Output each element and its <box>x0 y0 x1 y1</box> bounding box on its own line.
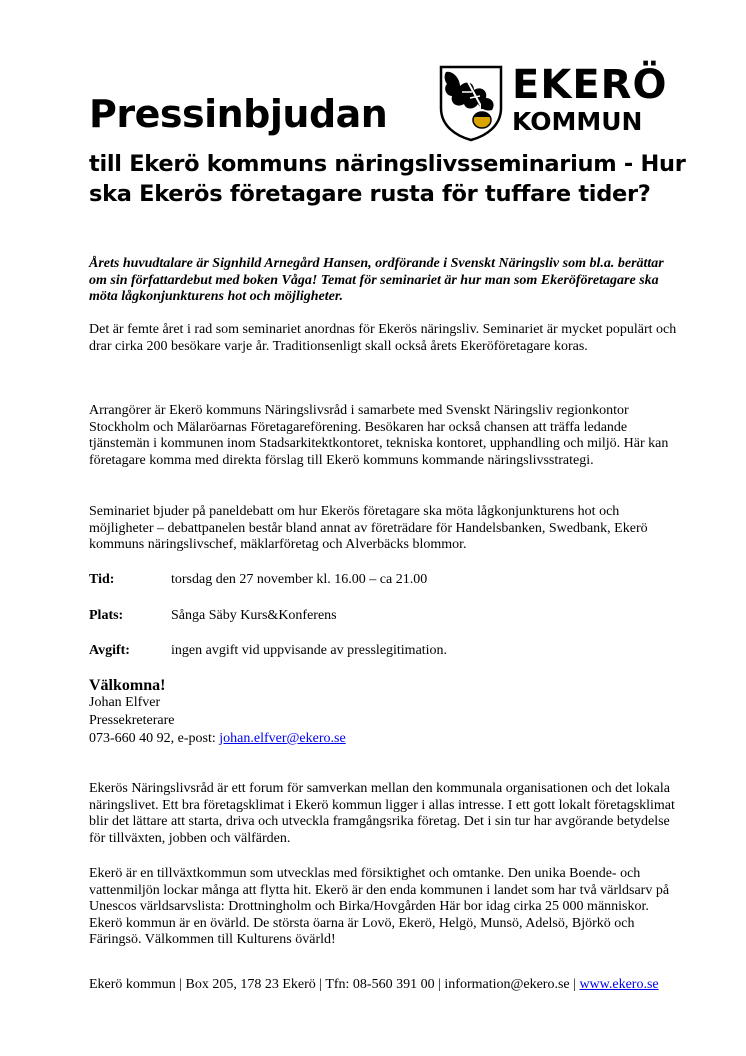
page-title: Pressinbjudan <box>89 92 388 136</box>
fee-label: Avgift: <box>89 643 130 658</box>
logo-wordmark-ekero: EKERÖ <box>512 62 668 108</box>
body-paragraph: Arrangörer är Ekerö kommuns Näringslivsråd i samarbete med Svenskt Näringsliv regionkontor Stockholm och Mälaröarnas Företagareförening. Besökaren har också chansen att träffa ledande tjänstemän i kommunen inom Stadsarkitektkontoret, tekniska kontoret, upphandling och miljö. Här kan företagare komma med direkta förslag till Ekerö kommuns kommande näringslivsstrategi. <box>89 403 669 468</box>
coat-of-arms-icon <box>438 64 504 142</box>
footer-text: Ekerö kommun | Box 205, 178 23 Ekerö | Tfn: 08-560 391 00 | information@ekero.se | <box>89 977 580 992</box>
footer <box>89 977 679 994</box>
footer-website-link[interactable]: www.ekero.se <box>579 977 659 992</box>
place-value: Sånga Säby Kurs&Konferens <box>171 608 337 623</box>
ekero-kommun-logo <box>438 64 670 142</box>
about-paragraph: Ekerö är en tillväxtkommun som utvecklas med försiktighet och omtanke. Den unika Boende- och vattenmiljön lockar många att flytta hit. Ekerö är den enda kommunen i landet som har två världsarv på Unescos världsarvslista: Drottningholm och Birka/Hovgården Här bor idag cirka 25 000 människor. Ekerö kommun är en övärld. De största öarna är Lovö, Ekerö, Helgö, Munsö, Adelsö, Björkö och Färingsö. Välkommen till Kulturens övärld! <box>89 866 670 947</box>
contact-role: Pressekreterare <box>89 713 175 728</box>
lead-paragraph: Årets huvudtalare är Signhild Arnegård Hansen, ordförande i Svenskt Näringsliv som bl.a. berättar om sin författardebut med boken Våga! Temat för seminariet är hur man som Ekeröföretagare ska möta lågkonjunkturens hot och möjligheter. <box>89 256 664 304</box>
time-label: Tid: <box>89 572 115 587</box>
place-label: Plats: <box>89 608 124 623</box>
contact-name: Johan Elfver <box>89 695 161 710</box>
time-value: torsdag den 27 november kl. 16.00 – ca 21.00 <box>171 572 428 587</box>
fee-value: ingen avgift vid uppvisande av presslegitimation. <box>171 643 448 658</box>
welcome-heading: Välkomna! <box>89 677 166 694</box>
contact-email-link[interactable]: johan.elfver@ekero.se <box>219 731 346 746</box>
page-subtitle: till Ekerö kommuns näringslivsseminarium - Hur ska Ekerös företagare rusta för tuffare tider? <box>89 151 686 207</box>
body-paragraph: Det är femte året i rad som seminariet anordnas för Ekerös näringsliv. Seminariet är mycket populärt och drar cirka 200 besökare varje år. Traditionsenligt skall också årets Ekeröföretagare koras. <box>89 322 677 354</box>
contact-phone: 073-660 40 92, e-post: <box>89 731 220 746</box>
about-paragraph: Ekerös Näringslivsråd är ett forum för samverkan mellan den kommunala organisationen och det lokala näringslivet. Ett bra företagsklimat i Ekerö kommun ligger i allas intresse. I ett gott lokalt företagsklimat blir det lättare att starta, driva och utveckla framgångsrika företag. Det i sin tur har avgörande betydelse för tillväxten, jobben och välfärden. <box>89 781 675 846</box>
contact-line <box>89 731 346 748</box>
logo-wordmark-kommun: KOMMUN <box>512 107 643 136</box>
body-paragraph: Seminariet bjuder på paneldebatt om hur Ekerös företagare ska möta lågkonjunkturens hot och möjligheter – debattpanelen består bland annat av företrädare för Handelsbanken, Swedbank, Ekerö kommuns näringslivschef, mäklarföretag och Alverbäcks blommor. <box>89 504 648 552</box>
